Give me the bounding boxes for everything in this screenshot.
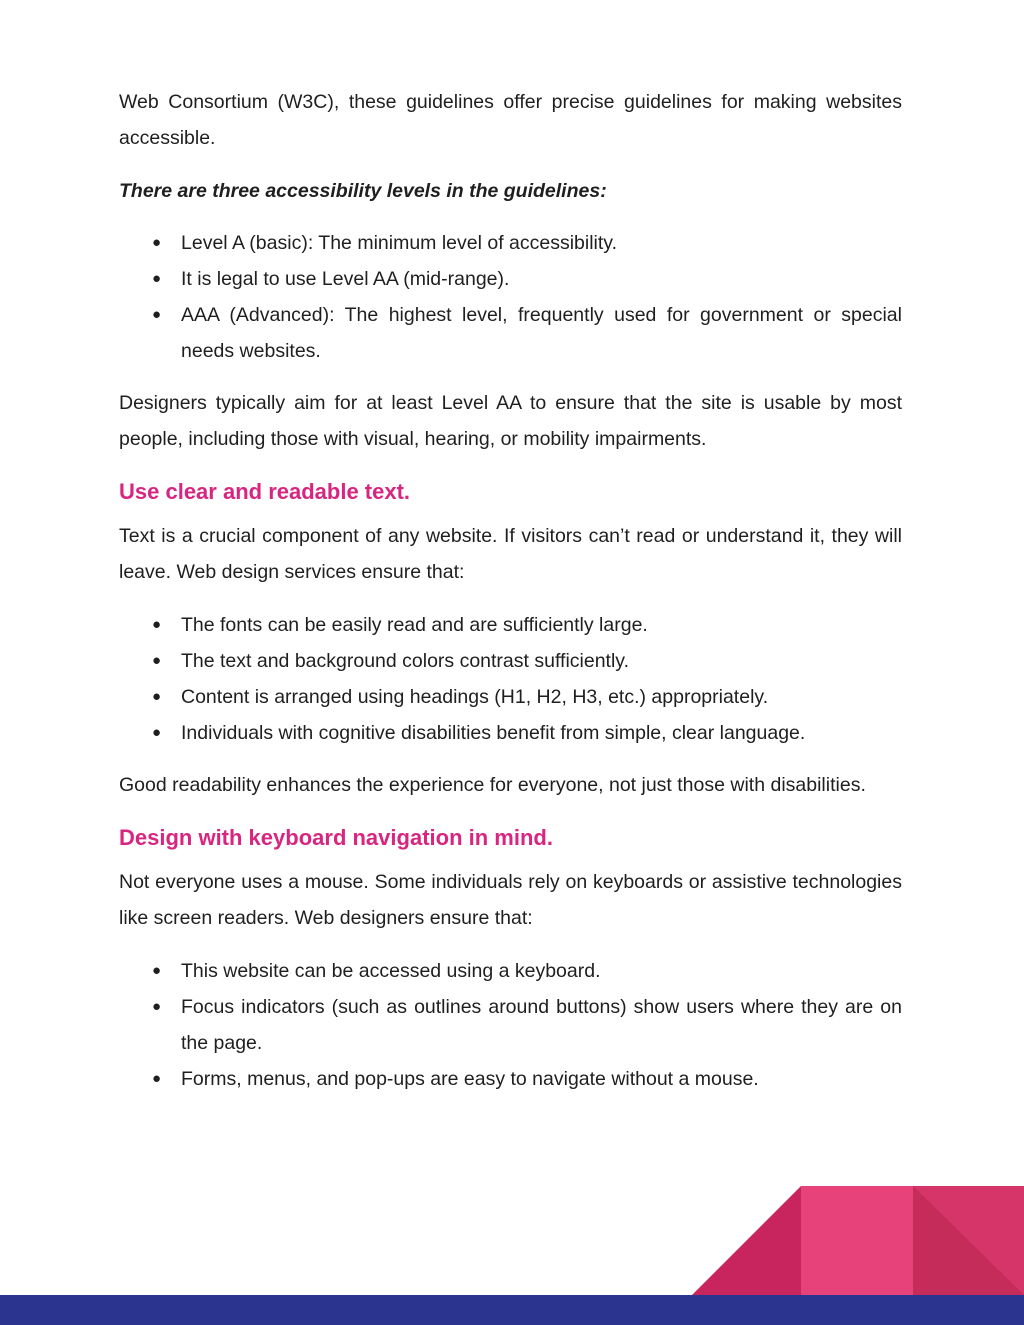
list-item-text: Level A (basic): The minimum level of accessibility. [181, 232, 618, 254]
footer-bar [0, 1295, 1024, 1325]
levels-note: There are three accessibility levels in the guidelines: [119, 180, 607, 202]
bullet-icon: ● [152, 724, 162, 741]
bullet-icon: ● [152, 270, 162, 287]
footer-corner-shape-left [692, 1186, 801, 1295]
section-body: Not everyone uses a mouse. Some individuals rely on keyboards or assistive technologies like screen readers. Web designers ensure that: [119, 871, 902, 929]
list-item-text: This website can be accessed using a keyboard. [181, 960, 601, 982]
section-heading-keyboard-navigation: Design with keyboard navigation in mind. [119, 825, 553, 850]
section-heading-readable-text: Use clear and readable text. [119, 479, 411, 504]
bullet-icon: ● [152, 306, 162, 323]
list-item-text: Content is arranged using headings (H1, H2, H3, etc.) appropriately. [181, 686, 769, 708]
section-closing: Good readability enhances the experience for everyone, not just those with disabilities. [119, 774, 866, 796]
list-item-text: The fonts can be easily read and are sufficiently large. [181, 614, 648, 636]
intro-paragraph: Web Consortium (W3C), these guidelines offer precise guidelines for making websites accessible. [119, 91, 902, 149]
levels-summary: Designers typically aim for at least Level AA to ensure that the site is usable by most people, including those with visual, hearing, or mobility impairments. [119, 392, 902, 450]
list-item-text: Focus indicators (such as outlines around buttons) show users where they are on the page. [181, 996, 902, 1054]
list-item-text: AAA (Advanced): The highest level, frequently used for government or special needs websites. [181, 304, 902, 362]
bullet-icon: ● [152, 234, 162, 251]
list-item-text: Individuals with cognitive disabilities benefit from simple, clear language. [181, 722, 806, 744]
bullet-icon: ● [152, 962, 162, 979]
bullet-icon: ● [152, 998, 162, 1015]
list-item-text: The text and background colors contrast sufficiently. [181, 650, 630, 672]
bullet-icon: ● [152, 652, 162, 669]
list-item-text: It is legal to use Level AA (mid-range). [181, 268, 510, 290]
section-body: Text is a crucial component of any website. If visitors can’t read or understand it, they will leave. Web design services ensure that: [119, 525, 902, 583]
bullet-icon: ● [152, 1070, 162, 1087]
bullet-icon: ● [152, 688, 162, 705]
bullet-icon: ● [152, 616, 162, 633]
footer-corner-shape-middle [801, 1186, 913, 1295]
list-item-text: Forms, menus, and pop-ups are easy to navigate without a mouse. [181, 1068, 759, 1090]
